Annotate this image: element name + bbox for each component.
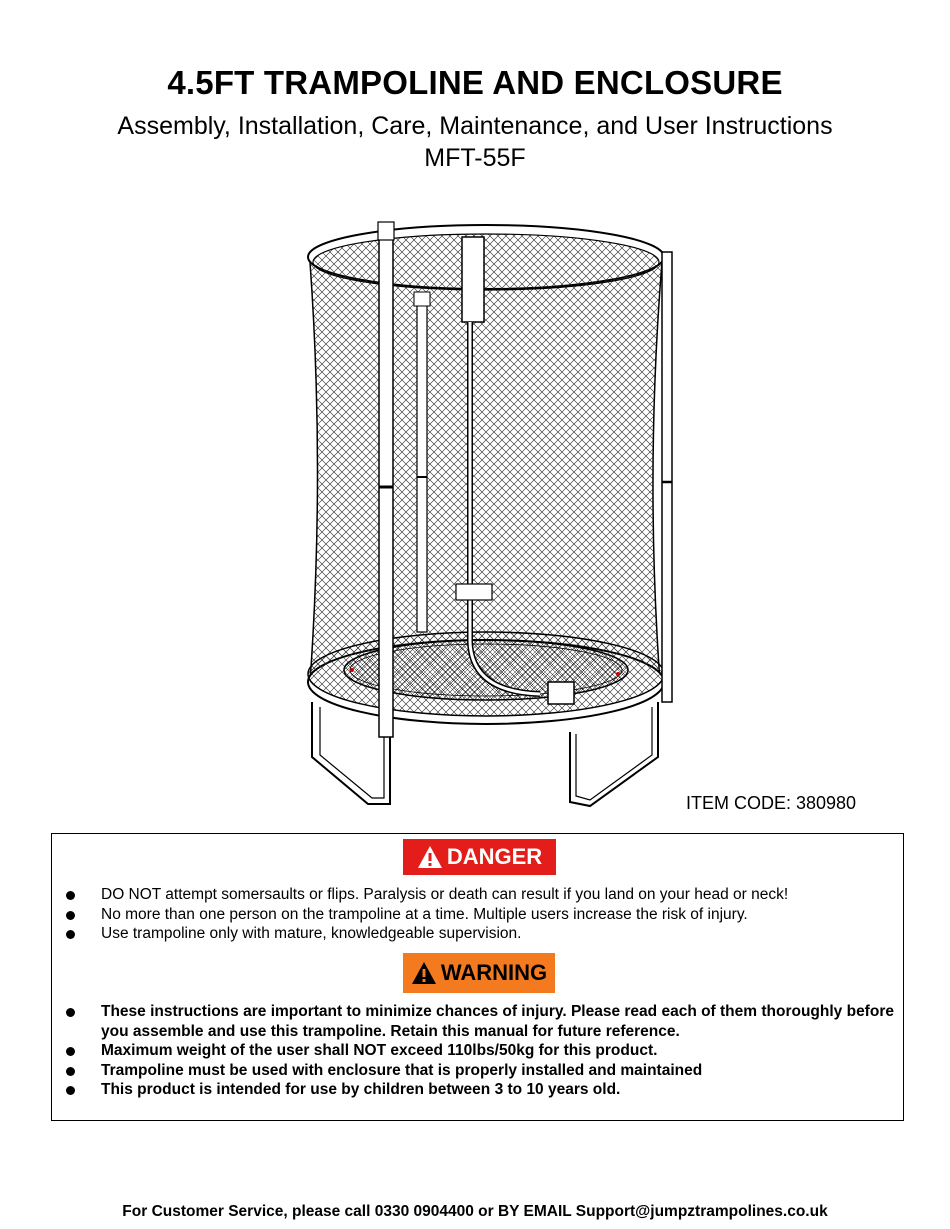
alert-triangle-icon: [411, 961, 437, 985]
document-title: 4.5FT TRAMPOLINE AND ENCLOSURE: [167, 64, 783, 101]
list-item: DO NOT attempt somersaults or flips. Paralysis or death can result if you land on your head or neck!: [52, 885, 901, 905]
danger-list: [52, 885, 901, 944]
warning-label: WARNING: [440, 960, 548, 985]
bullet-icon: [66, 1067, 75, 1076]
bullet-icon: [66, 1008, 75, 1017]
bullet-icon: [66, 930, 75, 939]
warning-list: [52, 1002, 901, 1100]
list-item: Maximum weight of the user shall NOT exceed 110lbs/50kg for this product.: [52, 1041, 901, 1061]
model-number: MFT-55F: [424, 144, 526, 172]
bullet-icon: [66, 911, 75, 920]
bullet-icon: [66, 891, 75, 900]
list-item: These instructions are important to minimize chances of injury. Please read each of them thoroughly before you assemble and use this trampoline. Retain this manual for future reference.: [52, 1002, 901, 1041]
danger-label: DANGER: [446, 844, 543, 869]
trampoline-with-enclosure-illustration: [290, 212, 690, 812]
list-item: This product is intended for use by children between 3 to 10 years old.: [52, 1080, 901, 1100]
list-item: No more than one person on the trampoline at a time. Multiple users increase the risk of injury.: [52, 905, 901, 925]
alert-triangle-icon: [417, 845, 443, 869]
item-code: ITEM CODE: 380980: [686, 793, 857, 813]
safety-warnings-box: [51, 833, 904, 1121]
warning-sign: [403, 953, 555, 993]
customer-service-footer: For Customer Service, please call 0330 0904400 or BY EMAIL Support@jumpztrampolines.co.uk: [122, 1203, 828, 1220]
list-item: Trampoline must be used with enclosure that is properly installed and maintained: [52, 1061, 901, 1081]
bullet-icon: [66, 1086, 75, 1095]
danger-sign: [403, 839, 556, 875]
list-item: Use trampoline only with mature, knowledgeable supervision.: [52, 924, 901, 944]
document-subtitle: Assembly, Installation, Care, Maintenance, and User Instructions: [117, 112, 833, 140]
bullet-icon: [66, 1047, 75, 1056]
